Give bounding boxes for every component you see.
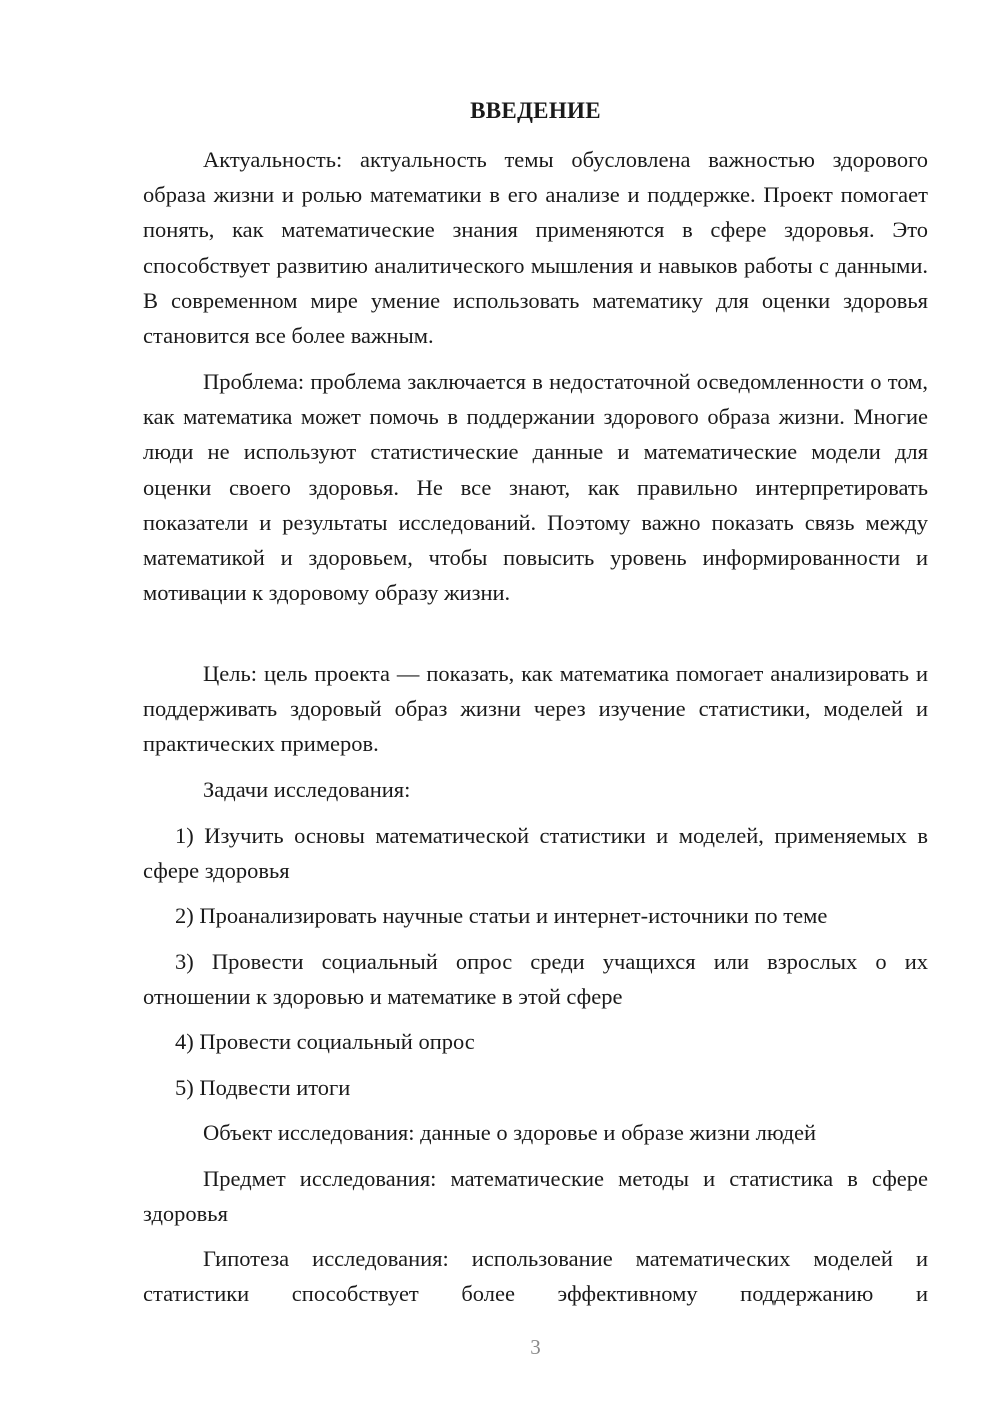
section-title: ВВЕДЕНИЕ xyxy=(470,98,601,123)
task-item-3: 3) Провести социальный опрос среди учащихся или взрослых о их отношении к здоровью и математике в этой сфере xyxy=(143,949,928,1010)
paragraph-problem: Проблема: проблема заключается в недостаточной осведомленности о том, как математика может помочь в поддержании здорового образа жизни. Многие люди не используют статистические данные и математические модели для оценки своего здоровья. Не все знают, как правильно интерпретировать показатели и результаты исследований. Поэтому важно показать связь между математикой и здоровьем, чтобы повысить уровень информированности и мотивации к здоровому образу жизни. xyxy=(143,369,928,606)
task-item-2: 2) Проанализировать научные статьи и интернет-источники по теме xyxy=(175,903,828,928)
paragraph-goal: Цель: цель проекта — показать, как математика помогает анализировать и поддерживать здоровый образ жизни через изучение статистики, моделей и практических примеров. xyxy=(143,661,928,757)
document-page xyxy=(143,0,928,1414)
paragraph-tasks-heading: Задачи исследования: xyxy=(203,777,411,802)
page-number: 3 xyxy=(530,1335,541,1359)
paragraph-relevance: Актуальность: актуальность темы обусловлена важностью здорового образа жизни и ролью математики в его анализе и поддержке. Проект помогает понять, как математические знания применяются в сфере здоровья. Это способствует развитию аналитического мышления и навыков работы с данными. В современном мире умение использовать математику для оценки здоровья становится все более важным. xyxy=(143,147,928,349)
paragraph-subject: Предмет исследования: математические методы и статистика в сфере здоровья xyxy=(143,1166,928,1227)
paragraph-hypothesis: Гипотеза исследования: использование математических моделей и статистики способствует более эффективному поддержанию и xyxy=(143,1246,928,1307)
task-item-1: 1) Изучить основы математической статистики и моделей, применяемых в сфере здоровья xyxy=(143,823,928,884)
task-item-4: 4) Провести социальный опрос xyxy=(175,1029,475,1054)
task-item-5: 5) Подвести итоги xyxy=(175,1075,351,1100)
paragraph-object: Объект исследования: данные о здоровье и образе жизни людей xyxy=(203,1120,817,1145)
